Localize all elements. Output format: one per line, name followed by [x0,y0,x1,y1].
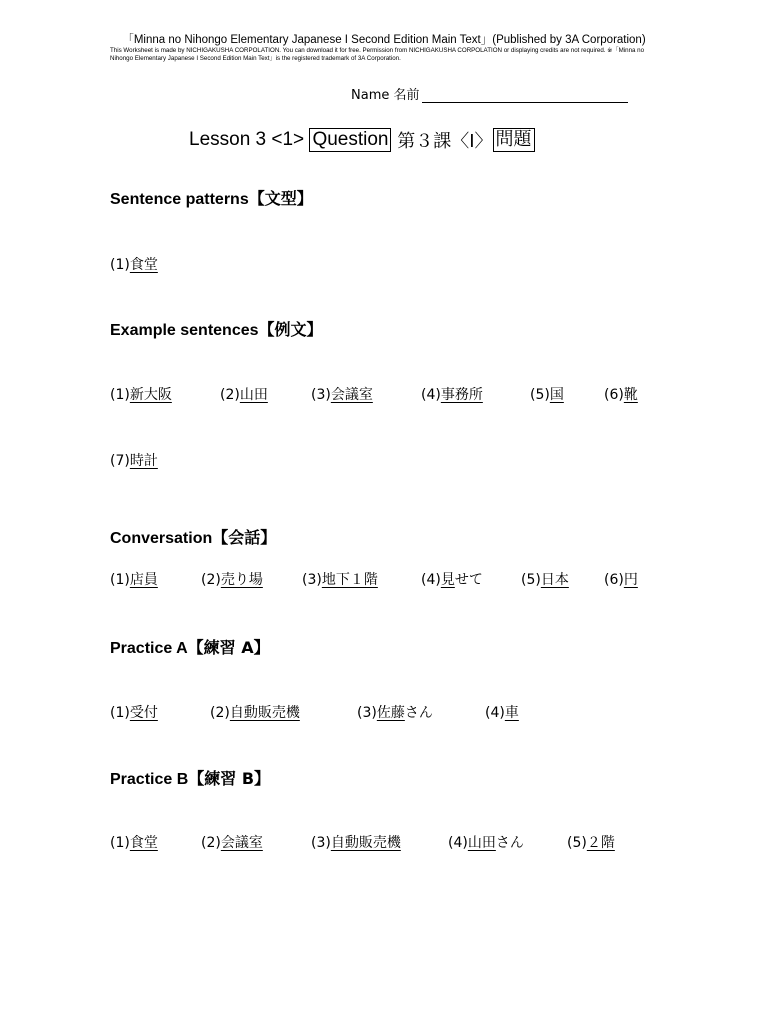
section-practice-b [110,766,270,789]
section-title: Conversation [110,530,213,547]
list-item: (6)靴 [604,387,638,403]
vocab-word: 食堂 [129,835,158,851]
section-title-jp: 【練習 A】 [187,638,270,657]
list-item: (1)新大阪 [110,387,172,403]
lesson-prefix: Lesson 3 <1> [189,129,310,150]
section-practice-a [110,635,270,658]
list-item: (7)時計 [110,453,158,469]
vocab-word: 新大阪 [129,387,172,403]
vocab-word: 日本 [540,572,569,588]
list-item: (1)店員 [110,572,158,588]
list-item: (2)自動販売機 [210,705,300,721]
name-label: Name 名前 [351,88,420,103]
list-item: (4)事務所 [421,387,483,403]
section-title-jp: 【例文】 [258,320,323,339]
list-item: (3)佐藤さん [357,705,433,721]
lesson-jp: 第３課〈Ⅰ〉 [391,131,493,152]
vocab-word: ２階 [586,835,615,851]
vocab-word: 売り場 [220,572,263,588]
section-title: Practice A [110,640,188,657]
header-title: 「Minna no Nihongo Elementary Japanese I Second Edition Main Text」(Published by 3A Corporation) [122,34,646,46]
section-sentence-patterns [110,186,313,209]
list-item: (5)国 [530,387,564,403]
vocab-word: 自動販売機 [229,705,300,721]
header-note: This Worksheet is made by NICHIGAKUSHA CORPOLATION. You can download it for free. Permission from NICHIGAKUSHA CORPOLATION or displaying credits are not required. ※「Minna no Nihongo Elementary Japanese I Second Edition Main Text」is the registered trademark of 3A Corporation. [110,47,645,62]
lesson-title [189,127,535,153]
vocab-word: 事務所 [440,387,483,403]
list-item: (4)見せて [421,572,483,588]
vocab-word: 山田 [467,835,496,851]
vocab-word: 会議室 [330,387,373,403]
vocab-word: 食堂 [129,257,158,273]
vocab-word: 国 [549,387,564,403]
list-item: (1)受付 [110,705,158,721]
list-item: (3)自動販売機 [311,835,401,851]
vocab-word: 地下１階 [321,572,378,588]
vocab-word: 会議室 [220,835,263,851]
name-blank-line [422,88,628,103]
list-item: (3)会議室 [311,387,373,403]
list-item: (5)日本 [521,572,569,588]
vocab-word: 店員 [129,572,158,588]
list-item: (2)会議室 [201,835,263,851]
vocab-word: 時計 [129,453,158,469]
section-title: Sentence patterns [110,191,249,208]
vocab-word: 見 [440,572,455,588]
section-title: Example sentences [110,322,259,339]
list-item: (4)車 [485,705,519,721]
section-title-jp: 【会話】 [212,528,277,547]
vocab-word: 自動販売機 [330,835,401,851]
vocab-word: 車 [504,705,519,721]
section-conversation [110,525,276,548]
list-item: (6)円 [604,572,638,588]
section-example-sentences [110,317,323,340]
vocab-word: 山田 [239,387,268,403]
vocab-word: 円 [623,572,638,588]
section-title-jp: 【練習 B】 [188,769,271,788]
section-title-jp: 【文型】 [248,189,313,208]
question-en-box: Question [309,128,391,152]
list-item: (1)食堂 [110,257,158,273]
list-item: (2)売り場 [201,572,263,588]
list-item: (2)山田 [220,387,268,403]
list-item: (5)２階 [567,835,615,851]
vocab-word: 靴 [623,387,638,403]
list-item: (3)地下１階 [302,572,378,588]
section-title: Practice B [110,771,189,788]
list-item: (1)食堂 [110,835,158,851]
name-field [351,84,628,103]
list-item: (4)山田さん [448,835,524,851]
question-jp-box: 問題 [493,128,535,152]
vocab-word: 受付 [129,705,158,721]
vocab-word: 佐藤 [376,705,405,721]
